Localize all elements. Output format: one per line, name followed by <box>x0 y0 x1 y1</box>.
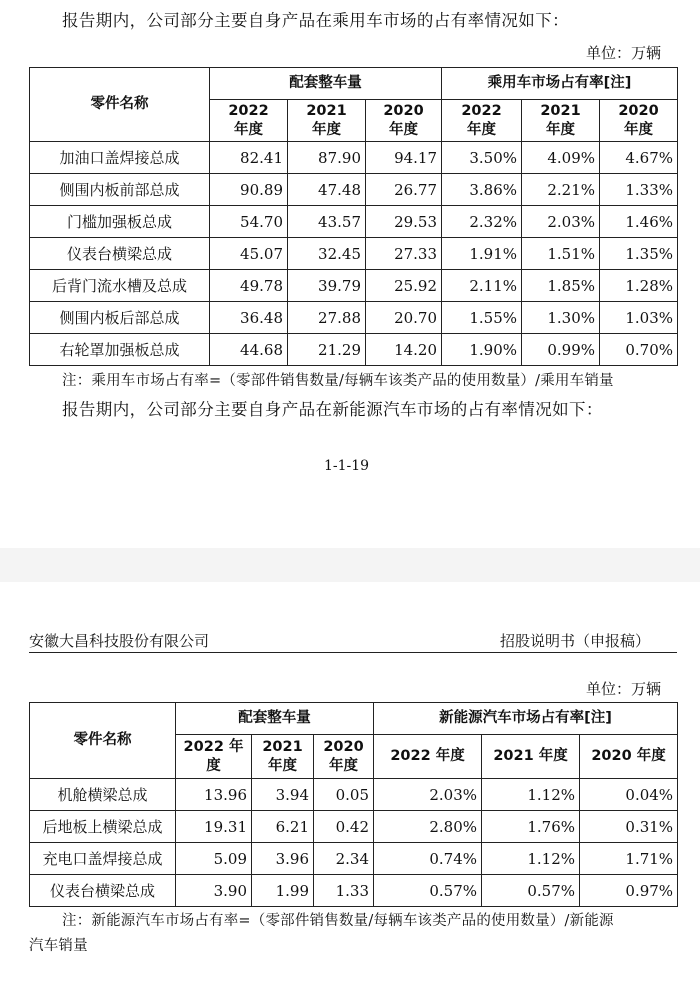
cell-share-2021: 2.03% <box>522 206 600 238</box>
col-header-share-2022: 2022 年度 <box>374 735 482 779</box>
col-header-share-2022: 2022 年度 <box>442 100 522 142</box>
cell-part-name: 充电口盖焊接总成 <box>30 843 176 875</box>
cell-volume-2022: 36.48 <box>210 302 288 334</box>
cell-share-2021: 4.09% <box>522 142 600 174</box>
cell-volume-2020: 26.77 <box>366 174 442 206</box>
cell-volume-2022: 54.70 <box>210 206 288 238</box>
table-row <box>30 174 678 206</box>
cell-volume-2022: 44.68 <box>210 334 288 366</box>
cell-volume-2020: 2.34 <box>314 843 374 875</box>
cell-volume-2021: 87.90 <box>288 142 366 174</box>
table-footnote: 注：乘用车市场占有率=（零部件销售数量/每辆车该类产品的使用数量）/乘用车销量 <box>62 373 614 389</box>
cell-part-name: 仪表台横梁总成 <box>30 238 210 270</box>
cell-share-2021: 1.30% <box>522 302 600 334</box>
cell-share-2022: 1.55% <box>442 302 522 334</box>
cell-volume-2022: 82.41 <box>210 142 288 174</box>
page-separator <box>0 548 700 582</box>
intro-paragraph-2: 报告期内，公司部分主要自身产品在新能源汽车市场的占有率情况如下： <box>62 400 603 419</box>
unit-label: 单位：万辆 <box>586 44 662 62</box>
intro-paragraph: 报告期内，公司部分主要自身产品在乘用车市场的占有率情况如下： <box>62 11 569 30</box>
cell-volume-2020: 0.05 <box>314 779 374 811</box>
cell-share-2022: 3.50% <box>442 142 522 174</box>
col-header-volume-2022: 2022 年度 <box>210 100 288 142</box>
col-header-volume-2020: 2020 年度 <box>314 735 374 779</box>
cell-volume-2022: 13.96 <box>176 779 252 811</box>
cell-share-2021: 2.21% <box>522 174 600 206</box>
table-row <box>30 206 678 238</box>
cell-part-name: 加油口盖焊接总成 <box>30 142 210 174</box>
col-header-part-name: 零件名称 <box>30 703 176 779</box>
cell-share-2022: 2.32% <box>442 206 522 238</box>
cell-part-name: 侧围内板前部总成 <box>30 174 210 206</box>
cell-share-2020: 0.04% <box>580 779 678 811</box>
cell-share-2021: 1.12% <box>482 779 580 811</box>
cell-volume-2022: 90.89 <box>210 174 288 206</box>
cell-share-2020: 0.70% <box>600 334 678 366</box>
cell-part-name: 侧围内板后部总成 <box>30 302 210 334</box>
cell-volume-2022: 3.90 <box>176 875 252 907</box>
cell-share-2020: 1.33% <box>600 174 678 206</box>
cell-volume-2021: 43.57 <box>288 206 366 238</box>
company-name-header: 安徽大昌科技股份有限公司 <box>29 632 210 650</box>
document-title-header: 招股说明书（申报稿） <box>500 632 651 650</box>
cell-share-2022: 1.90% <box>442 334 522 366</box>
cell-share-2020: 1.71% <box>580 843 678 875</box>
page-number: 1-1-19 <box>324 458 370 474</box>
table-row <box>30 811 678 843</box>
table-row <box>30 779 678 811</box>
cell-share-2020: 1.35% <box>600 238 678 270</box>
cell-volume-2022: 5.09 <box>176 843 252 875</box>
cell-share-2021: 0.99% <box>522 334 600 366</box>
table-row <box>30 270 678 302</box>
col-header-volume-group: 配套整车量 <box>210 68 442 100</box>
cell-share-2021: 1.76% <box>482 811 580 843</box>
cell-volume-2021: 21.29 <box>288 334 366 366</box>
table-row <box>30 843 678 875</box>
cell-volume-2022: 49.78 <box>210 270 288 302</box>
cell-part-name: 仪表台横梁总成 <box>30 875 176 907</box>
col-header-share-group: 新能源汽车市场占有率[注] <box>374 703 678 735</box>
cell-volume-2021: 3.94 <box>252 779 314 811</box>
cell-volume-2021: 1.99 <box>252 875 314 907</box>
col-header-part-name: 零件名称 <box>30 68 210 142</box>
col-header-share-2020: 2020 年度 <box>600 100 678 142</box>
table-row <box>30 334 678 366</box>
cell-volume-2022: 19.31 <box>176 811 252 843</box>
header-rule <box>29 652 677 653</box>
cell-volume-2020: 1.33 <box>314 875 374 907</box>
nev-market-share-table <box>29 702 678 907</box>
cell-volume-2020: 94.17 <box>366 142 442 174</box>
cell-share-2020: 1.28% <box>600 270 678 302</box>
cell-part-name: 后背门流水槽及总成 <box>30 270 210 302</box>
cell-volume-2020: 14.20 <box>366 334 442 366</box>
cell-share-2022: 1.91% <box>442 238 522 270</box>
cell-part-name: 机舱横梁总成 <box>30 779 176 811</box>
cell-share-2022: 2.80% <box>374 811 482 843</box>
col-header-volume-2021: 2021 年度 <box>288 100 366 142</box>
cell-share-2022: 2.11% <box>442 270 522 302</box>
cell-share-2021: 1.51% <box>522 238 600 270</box>
col-header-volume-2022: 2022 年 度 <box>176 735 252 779</box>
cell-share-2022: 0.74% <box>374 843 482 875</box>
col-header-share-group: 乘用车市场占有率[注] <box>442 68 678 100</box>
cell-part-name: 门槛加强板总成 <box>30 206 210 238</box>
cell-volume-2021: 47.48 <box>288 174 366 206</box>
table-footnote-line-2: 汽车销量 <box>29 938 88 954</box>
cell-volume-2021: 3.96 <box>252 843 314 875</box>
cell-volume-2020: 0.42 <box>314 811 374 843</box>
table-row <box>30 302 678 334</box>
cell-share-2020: 1.46% <box>600 206 678 238</box>
cell-share-2020: 1.03% <box>600 302 678 334</box>
cell-volume-2021: 32.45 <box>288 238 366 270</box>
cell-part-name: 右轮罩加强板总成 <box>30 334 210 366</box>
cell-volume-2021: 6.21 <box>252 811 314 843</box>
col-header-volume-group: 配套整车量 <box>176 703 374 735</box>
cell-share-2022: 0.57% <box>374 875 482 907</box>
cell-share-2021: 0.57% <box>482 875 580 907</box>
cell-share-2020: 0.31% <box>580 811 678 843</box>
cell-volume-2022: 45.07 <box>210 238 288 270</box>
table-row <box>30 142 678 174</box>
table-footnote-line-1: 注：新能源汽车市场占有率=（零部件销售数量/每辆车该类产品的使用数量）/新能源 <box>62 913 614 929</box>
cell-volume-2021: 39.79 <box>288 270 366 302</box>
cell-share-2022: 2.03% <box>374 779 482 811</box>
cell-volume-2020: 29.53 <box>366 206 442 238</box>
col-header-share-2021: 2021 年度 <box>482 735 580 779</box>
col-header-volume-2020: 2020 年度 <box>366 100 442 142</box>
col-header-share-2020: 2020 年度 <box>580 735 678 779</box>
passenger-market-share-table <box>29 67 678 366</box>
cell-share-2022: 3.86% <box>442 174 522 206</box>
cell-share-2021: 1.85% <box>522 270 600 302</box>
cell-volume-2021: 27.88 <box>288 302 366 334</box>
col-header-volume-2021: 2021 年度 <box>252 735 314 779</box>
table-row <box>30 875 678 907</box>
cell-volume-2020: 20.70 <box>366 302 442 334</box>
cell-part-name: 后地板上横梁总成 <box>30 811 176 843</box>
page-2 <box>0 582 700 998</box>
unit-label: 单位：万辆 <box>586 680 662 698</box>
cell-share-2021: 1.12% <box>482 843 580 875</box>
cell-volume-2020: 27.33 <box>366 238 442 270</box>
col-header-share-2021: 2021 年度 <box>522 100 600 142</box>
cell-volume-2020: 25.92 <box>366 270 442 302</box>
table-row <box>30 238 678 270</box>
cell-share-2020: 4.67% <box>600 142 678 174</box>
cell-share-2020: 0.97% <box>580 875 678 907</box>
